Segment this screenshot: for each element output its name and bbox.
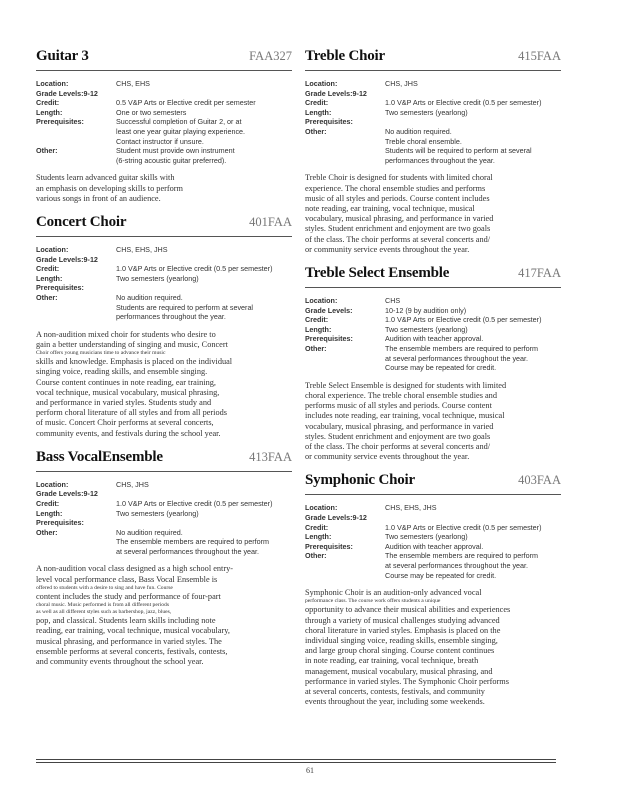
course-description bbox=[36, 330, 292, 439]
location-label: Location: bbox=[36, 79, 69, 88]
grade-levels bbox=[305, 89, 385, 99]
course-header bbox=[305, 48, 561, 66]
prerequisites-value bbox=[116, 283, 292, 293]
other-line: (6-string acoustic guitar preferred). bbox=[116, 155, 227, 165]
length-value: Two semesters (yearlong) bbox=[385, 324, 468, 334]
grade-levels-value: 10-12 (9 by audition only) bbox=[385, 305, 467, 315]
grade-levels-value: 9-12 bbox=[352, 512, 367, 522]
prerequisites-value bbox=[116, 117, 292, 146]
grade-levels-label: Grade Levels: bbox=[36, 254, 84, 264]
right-column bbox=[305, 48, 561, 717]
divider bbox=[36, 471, 292, 472]
description-line: Symphonic Choir is an audition-only advanced vocal bbox=[305, 588, 482, 598]
course-description bbox=[305, 173, 561, 255]
course-details bbox=[305, 503, 561, 580]
length-label: Length: bbox=[305, 107, 332, 117]
description-line: Course content continues in note reading, ear training, bbox=[36, 377, 216, 387]
description-line: and community events throughout the school year. bbox=[36, 656, 204, 666]
length-value: Two semesters (yearlong) bbox=[116, 273, 199, 283]
course-details bbox=[305, 296, 561, 373]
course-description bbox=[305, 381, 561, 463]
other-label: Other: bbox=[36, 527, 58, 537]
description-small-line: Choir offers young musicians time to advance their music bbox=[36, 350, 166, 357]
grade-levels bbox=[305, 513, 385, 523]
other-line: The ensemble members are required to perform bbox=[385, 343, 539, 353]
length-label: Length: bbox=[36, 273, 63, 283]
location-label: Location: bbox=[305, 503, 338, 513]
description-line: vocabulary, musical phrasing, and performance in varied bbox=[305, 421, 494, 431]
length-label: Length: bbox=[36, 508, 63, 518]
divider bbox=[36, 236, 292, 237]
credit-value: 1.0 V&P Arts or Elective credit (0.5 per semester) bbox=[116, 264, 273, 274]
description-small-line: choral music. Music performed is from all different periods bbox=[36, 602, 170, 609]
footer-rule bbox=[36, 759, 556, 760]
length-value: Two semesters (yearlong) bbox=[385, 532, 468, 542]
description-line: ensemble performs at several concerts, festivals, contests, bbox=[36, 646, 228, 656]
credit-label: Credit: bbox=[36, 264, 60, 274]
course-code: 415FAA bbox=[518, 49, 561, 63]
description-line: management, musical vocabulary, musical phrasing, and bbox=[305, 666, 493, 676]
course-header bbox=[305, 472, 561, 490]
description-line: Students learn advanced guitar skills with bbox=[36, 173, 175, 183]
description-line: perform choral literature of all styles and from all periods bbox=[36, 408, 227, 418]
course-guitar-3 bbox=[36, 48, 292, 204]
course-title: Concert Choir bbox=[36, 213, 127, 230]
description-line: styles. Student enrichment and enjoyment are two goals bbox=[305, 431, 491, 441]
course-treble-choir bbox=[305, 48, 561, 255]
prerequisites-value bbox=[385, 117, 561, 127]
course-description bbox=[36, 173, 292, 204]
course-title: Bass VocalEnsemble bbox=[36, 448, 163, 465]
course-code: 417FAA bbox=[518, 265, 561, 280]
course-details bbox=[36, 245, 292, 322]
page-number: 61 bbox=[306, 766, 314, 775]
grade-levels bbox=[36, 489, 116, 499]
other-line: Course may be repeated for credit. bbox=[385, 570, 497, 580]
prerequisites-label: Prerequisites: bbox=[36, 117, 84, 127]
description-line: vocal technique, musical vocabulary, musical phrasing, bbox=[36, 387, 220, 397]
prerequisites-line: Contact instructor if unsure. bbox=[116, 136, 204, 146]
prerequisites-label: Prerequisites: bbox=[36, 518, 84, 528]
length-label: Length: bbox=[305, 324, 332, 334]
other-line: performances throughout the year. bbox=[116, 312, 226, 322]
description-line: musical phrasing, and performance in varied styles. The bbox=[36, 636, 222, 646]
description-line: gain a better understanding of singing and music, Concert bbox=[36, 339, 228, 349]
prerequisites-label: Prerequisites: bbox=[305, 541, 353, 551]
grade-levels-label: Grade Levels: bbox=[305, 305, 353, 315]
other-label: Other: bbox=[305, 343, 327, 353]
other-label: Other: bbox=[36, 146, 58, 156]
description-line: singing voice, reading skills, and ensemble singing. bbox=[36, 367, 208, 377]
grade-levels bbox=[36, 89, 116, 99]
course-code: 403FAA bbox=[518, 473, 561, 488]
credit-value: 1.0 V&P Arts or Elective credit (0.5 per semester) bbox=[385, 522, 542, 532]
credit-label: Credit: bbox=[305, 522, 329, 532]
description-line: an emphasis on developing skills to perform bbox=[36, 183, 184, 193]
description-line: content includes the study and performance of four-part bbox=[36, 591, 221, 601]
description-line: vocabulary, musical phrasing, and performance in varied bbox=[305, 214, 494, 224]
prerequisites-value: Audition with teacher approval. bbox=[385, 334, 484, 344]
course-code: 413FAA bbox=[249, 449, 292, 464]
course-details bbox=[36, 480, 292, 557]
prerequisites-label: Prerequisites: bbox=[305, 334, 353, 344]
description-line: opportunity to advance their musical abilities and experiences bbox=[305, 605, 511, 615]
other-label: Other: bbox=[36, 292, 58, 302]
course-details bbox=[36, 79, 292, 165]
grade-levels-value: 9-12 bbox=[83, 489, 98, 499]
prerequisites-value: Audition with teacher approval. bbox=[385, 541, 484, 551]
course-details bbox=[305, 79, 561, 165]
other-line: Course may be repeated for credit. bbox=[385, 363, 497, 373]
credit-label: Credit: bbox=[305, 315, 329, 325]
prerequisites-value bbox=[116, 518, 292, 528]
description-line: music of all styles and periods. Course content includes bbox=[305, 193, 490, 203]
length-value: Two semesters (yearlong) bbox=[385, 107, 468, 117]
other-value bbox=[385, 127, 561, 165]
length-label: Length: bbox=[305, 532, 332, 542]
description-line: events throughout the year, including some weekends. bbox=[305, 697, 485, 707]
grade-levels-label: Grade Levels: bbox=[305, 88, 353, 98]
credit-value: 1.0 V&P Arts or Elective credit (0.5 per semester) bbox=[385, 98, 542, 108]
description-line: level vocal performance class, Bass Vocal Ensemble is bbox=[36, 574, 218, 584]
description-line: and performance in varied styles. Students study and bbox=[36, 397, 212, 407]
location-value: CHS, JHS bbox=[385, 79, 418, 88]
divider bbox=[305, 70, 561, 71]
course-bass-vocal-ensemble bbox=[36, 449, 292, 667]
course-header bbox=[305, 265, 561, 283]
course-header bbox=[36, 214, 292, 232]
location-label: Location: bbox=[36, 244, 69, 254]
prerequisites-label: Prerequisites: bbox=[36, 283, 84, 293]
description-line: performs music of all styles and periods. Course content bbox=[305, 401, 492, 411]
divider bbox=[305, 287, 561, 288]
course-title: Symphonic Choir bbox=[305, 472, 415, 489]
description-line: note reading, ear training, vocal technique, musical bbox=[305, 203, 475, 213]
description-line: or community service events throughout the year. bbox=[305, 244, 470, 254]
other-value bbox=[385, 551, 561, 580]
other-line: Treble choral ensemble. bbox=[385, 136, 462, 146]
description-line: and large group choral singing. Course content continues bbox=[305, 646, 495, 656]
description-line: individual singing voice, reading skills, ensemble singing, bbox=[305, 635, 498, 645]
course-title: Guitar 3 bbox=[36, 48, 89, 64]
grade-levels-value: 9-12 bbox=[83, 254, 98, 264]
location-value: CHS, JHS bbox=[116, 479, 149, 489]
length-value: Two semesters (yearlong) bbox=[116, 508, 199, 518]
other-line: performances throughout the year. bbox=[385, 155, 495, 165]
prerequisites-line: Successful completion of Guitar 2, or at bbox=[116, 117, 242, 127]
description-line: in note reading, ear training, vocal technique, breath bbox=[305, 656, 479, 666]
grade-levels-value: 9-12 bbox=[83, 88, 98, 98]
location-value: CHS, EHS, JHS bbox=[385, 503, 437, 513]
description-line: choral experience. The treble choral ensemble studies and bbox=[305, 390, 497, 400]
description-line: or community service events throughout the year. bbox=[305, 452, 470, 462]
description-line: through a variety of musical challenges studying advanced bbox=[305, 615, 500, 625]
other-line: No audition required. bbox=[116, 527, 183, 537]
description-line: A non-audition vocal class designed as a high school entry- bbox=[36, 564, 234, 574]
description-line: choral literature in varied styles. Emphasis is placed on the bbox=[305, 625, 501, 635]
divider bbox=[305, 494, 561, 495]
course-description bbox=[305, 588, 561, 707]
course-code: 401FAA bbox=[249, 214, 292, 229]
length-value: One or two semesters bbox=[116, 107, 187, 117]
credit-label: Credit: bbox=[36, 498, 60, 508]
other-line: No audition required. bbox=[385, 126, 452, 136]
description-line: various songs in front of an audience. bbox=[36, 193, 161, 203]
other-line: at several performances throughout the year. bbox=[385, 353, 529, 363]
course-header bbox=[36, 48, 292, 66]
credit-label: Credit: bbox=[36, 98, 60, 108]
course-header bbox=[36, 449, 292, 467]
location-value: CHS, EHS, JHS bbox=[116, 244, 168, 254]
credit-value: 1.0 V&P Arts or Elective credit (0.5 per semester) bbox=[116, 498, 273, 508]
course-treble-select-ensemble bbox=[305, 265, 561, 462]
course-concert-choir bbox=[36, 214, 292, 439]
divider bbox=[36, 70, 292, 71]
other-value bbox=[116, 146, 292, 165]
description-line: of the class. The choir performs at several concerts and/ bbox=[305, 441, 491, 451]
grade-levels-label: Grade Levels: bbox=[36, 88, 84, 98]
course-title: Treble Choir bbox=[305, 48, 385, 64]
grade-levels-value: 9-12 bbox=[352, 88, 367, 98]
other-line: The ensemble members are required to perform bbox=[385, 551, 539, 561]
description-small-line: performance class. The course work offers students a unique bbox=[305, 598, 441, 605]
grade-levels-label: Grade Levels: bbox=[36, 489, 84, 499]
grade-levels bbox=[36, 255, 116, 265]
description-line: pop, and classical. Students learn skills including note bbox=[36, 616, 216, 626]
other-line: at several performances throughout the year. bbox=[116, 546, 260, 556]
other-value bbox=[116, 528, 292, 557]
description-line: of the class. The choir performs at several concerts and/ bbox=[305, 234, 491, 244]
grade-levels-label: Grade Levels: bbox=[305, 512, 353, 522]
credit-value: 1.0 V&P Arts or Elective credit (0.5 per semester) bbox=[385, 315, 542, 325]
description-line: reading, ear training, vocal technique, musical vocabulary, bbox=[36, 626, 230, 636]
left-column bbox=[36, 48, 292, 677]
description-line: community events, and festivals during the school year. bbox=[36, 428, 221, 438]
prerequisites-line: least one year guitar playing experience. bbox=[116, 126, 246, 136]
course-title: Treble Select Ensemble bbox=[305, 264, 450, 281]
course-description bbox=[36, 564, 292, 667]
credit-value: 0.5 V&P Arts or Elective credit per semester bbox=[116, 98, 256, 108]
description-line: performance in varied styles. The Symphonic Choir performs bbox=[305, 676, 509, 686]
course-code: FAA327 bbox=[249, 49, 292, 63]
description-line: skills and knowledge. Emphasis is placed on the individual bbox=[36, 357, 233, 367]
other-line: Student must provide own instrument bbox=[116, 146, 235, 156]
other-line: Students will be required to perform at several bbox=[385, 146, 532, 156]
other-line: The ensemble members are required to perform bbox=[116, 537, 270, 547]
other-value bbox=[116, 293, 292, 322]
credit-label: Credit: bbox=[305, 98, 329, 108]
location-value: CHS bbox=[385, 295, 401, 305]
description-line: of music. Concert Choir performs at several concerts, bbox=[36, 418, 214, 428]
description-line: styles. Student enrichment and enjoyment are two goals bbox=[305, 224, 491, 234]
other-label: Other: bbox=[305, 551, 327, 561]
description-small-line: as well as all different styles such as barbershop, jazz, blues, bbox=[36, 609, 172, 616]
description-line: includes note reading, ear training, vocal technique, musical bbox=[305, 411, 505, 421]
location-label: Location: bbox=[305, 79, 338, 88]
course-symphonic-choir bbox=[305, 472, 561, 707]
location-label: Location: bbox=[36, 479, 69, 489]
location-label: Location: bbox=[305, 295, 338, 305]
other-line: No audition required. bbox=[116, 292, 183, 302]
prerequisites-label: Prerequisites: bbox=[305, 117, 353, 127]
description-line: experience. The choral ensemble studies and performs bbox=[305, 183, 486, 193]
other-value bbox=[385, 344, 561, 373]
description-small-line: offered to students with a desire to sing and have fun. Course bbox=[36, 584, 173, 591]
other-label: Other: bbox=[305, 126, 327, 136]
footer-rule bbox=[36, 762, 556, 763]
description-line: at several concerts, contests, festivals, and community bbox=[305, 686, 485, 696]
other-line: Students are required to perform at several bbox=[116, 302, 254, 312]
location-value: CHS, EHS bbox=[116, 79, 150, 88]
description-line: A non-audition mixed choir for students who desire to bbox=[36, 329, 216, 339]
length-label: Length: bbox=[36, 107, 63, 117]
description-line: Treble Select Ensemble is designed for students with limited bbox=[305, 380, 507, 390]
other-line: at several performances throughout the year. bbox=[385, 560, 529, 570]
description-line: Treble Choir is designed for students with limited choral bbox=[305, 173, 493, 183]
